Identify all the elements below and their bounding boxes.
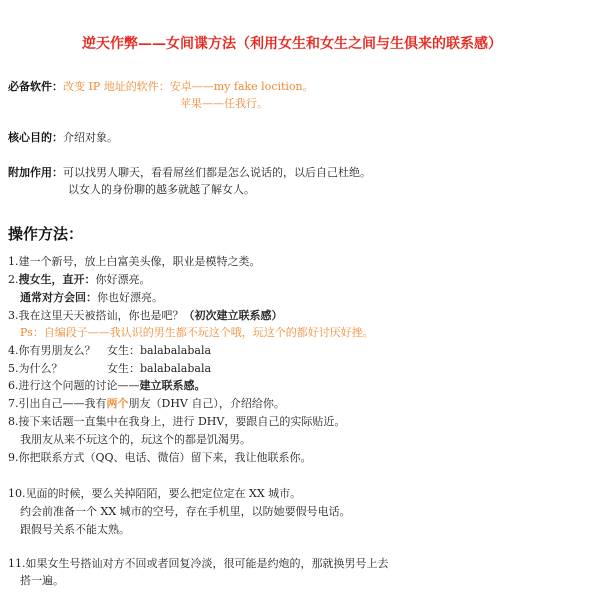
step-7-highlight: 两个	[106, 397, 129, 410]
step-11-note: 搭一遍。	[20, 574, 64, 587]
step-3-bold: （初次建立联系感）	[183, 309, 283, 322]
step-4-answer: 女生：balabalabala	[107, 344, 212, 357]
step-4-question: 4.你有男朋友么？	[8, 344, 96, 357]
step-10-note-1: 约会前准备一个 XX 城市的空号，存在手机里，以防她要假号电话。	[20, 505, 351, 518]
step-6	[8, 378, 206, 394]
software-text-2: 苹果——任我行。	[180, 97, 268, 110]
step-1: 1.建一个新号，放上白富美头像，职业是模特之类。	[8, 255, 261, 268]
step-5	[8, 361, 63, 377]
step-2-number: 2.	[8, 273, 19, 286]
software-label: 必备软件：	[8, 80, 63, 93]
step-3	[8, 308, 283, 324]
step-8: 8.接下来话题一直集中在我身上，进行 DHV，要跟自己的实际贴近。	[8, 415, 346, 428]
extra-text-1: 可以找男人聊天，看看屌丝们都是怎么说话的，以后自己杜绝。	[63, 166, 371, 179]
step-6-bold: 建立联系感。	[139, 379, 206, 392]
step-2-reply-text: 你也好漂亮。	[97, 291, 163, 304]
extra-line-2	[68, 182, 255, 198]
extra-text-2: 以女人的身份聊的越多就越了解女人。	[68, 183, 255, 196]
step-10: 10.见面的时候，要么关掉陌陌，要么把定位定在 XX 城市。	[8, 487, 302, 500]
step-8-note: 我朋友从来不玩这个的，玩这个的都是饥渴男。	[20, 433, 251, 446]
purpose-label: 核心目的：	[8, 131, 63, 144]
step-7-text-b: 朋友（DHV 自己），介绍给你。	[128, 397, 285, 410]
step-3-ps: Ps：自编段子——我认识的男生都不玩这个哦，玩这个的都好讨厌好挫。	[20, 326, 374, 339]
purpose-text: 介绍对象。	[63, 131, 118, 144]
step-2-reply-bold: 通常对方会回：	[20, 291, 97, 304]
step-10-note-2: 跟假号关系不能太熟。	[20, 523, 130, 536]
step-2	[8, 272, 151, 288]
method-heading: 操作方法：	[8, 225, 84, 243]
step-7	[8, 396, 285, 412]
step-9: 9.你把联系方式（QQ、电话、微信）留下来，我让他联系你。	[8, 451, 312, 464]
software-line-2	[180, 96, 268, 112]
step-3-text: 3.我在这里天天被搭讪，你也是吧？	[8, 309, 184, 322]
step-2-reply	[20, 290, 163, 306]
extra-line-1	[8, 165, 371, 181]
step-5-question: 5.为什么？	[8, 362, 63, 375]
step-5-answer: 女生：balabalabala	[107, 362, 212, 375]
extra-label: 附加作用：	[8, 166, 63, 179]
step-11: 11.如果女生号搭讪对方不回或者回复冷淡，很可能是约炮的，那就换男号上去	[8, 557, 389, 570]
step-2-text: 你好漂亮。	[95, 273, 151, 286]
step-6-text: 6.进行这个问题的讨论——	[8, 379, 140, 392]
step-2-bold: 搜女生，直开：	[18, 273, 96, 286]
software-text-1: 改变 IP 地址的软件：安卓——my fake locition。	[63, 80, 314, 93]
document-title: 逆天作弊——女间谍方法（利用女生和女生之间与生俱来的联系感）	[82, 36, 502, 52]
step-7-text-a: 7.引出自己——我有	[8, 397, 107, 410]
purpose-line	[8, 130, 118, 146]
step-4	[8, 343, 96, 359]
software-line-1	[8, 79, 314, 95]
